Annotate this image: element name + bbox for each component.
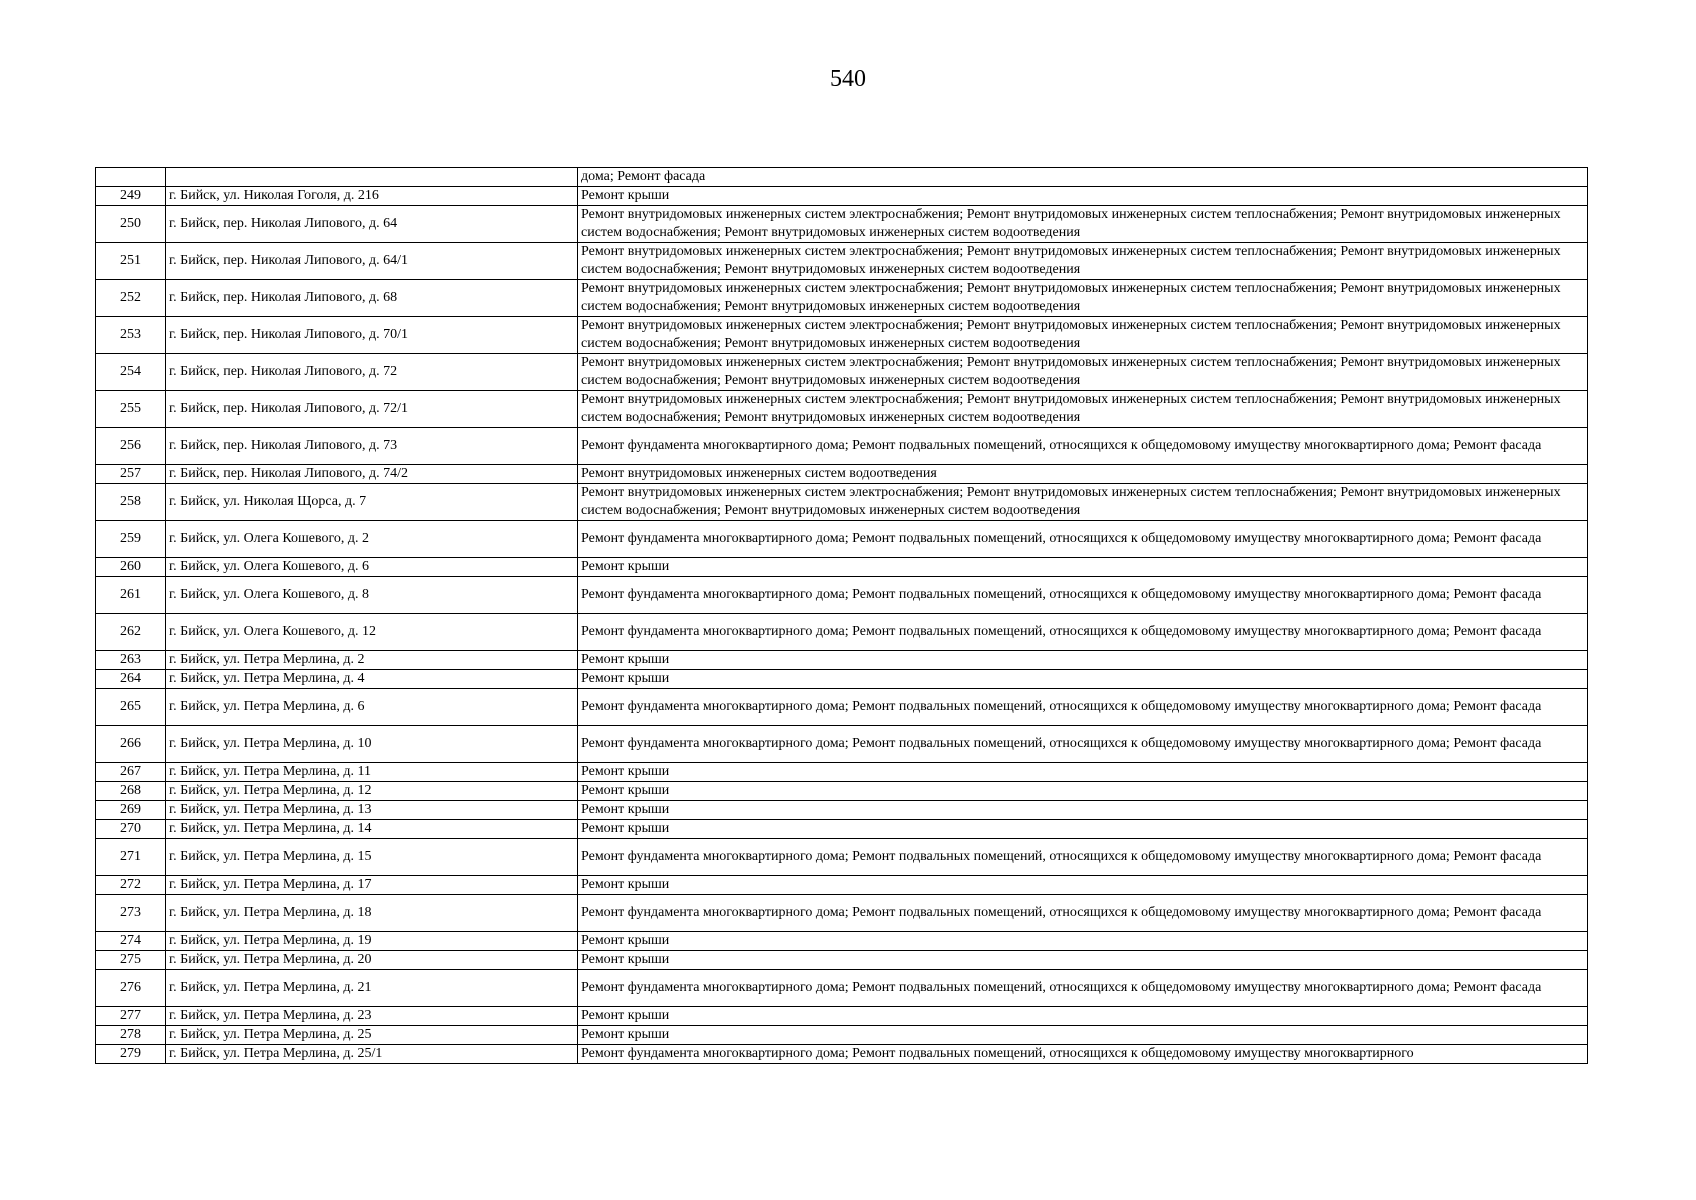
row-number: 269: [96, 801, 166, 820]
table-row: [96, 1026, 1588, 1045]
table-row: [96, 763, 1588, 782]
row-number: 267: [96, 763, 166, 782]
work-type-cell: Ремонт внутридомовых инженерных систем электроснабжения; Ремонт внутридомовых инженерных систем теплоснабжения; Ремонт внутридомовых инженерных систем водоснабжения; Ремонт внутридомовых инженерных систем водоотведения: [578, 391, 1588, 428]
table-row: [96, 820, 1588, 839]
table-row: [96, 801, 1588, 820]
row-number: 259: [96, 521, 166, 558]
work-type-cell: Ремонт крыши: [578, 932, 1588, 951]
work-type-cell: Ремонт внутридомовых инженерных систем электроснабжения; Ремонт внутридомовых инженерных систем теплоснабжения; Ремонт внутридомовых инженерных систем водоснабжения; Ремонт внутридомовых инженерных систем водоотведения: [578, 243, 1588, 280]
row-number: 266: [96, 726, 166, 763]
work-type-cell: Ремонт крыши: [578, 651, 1588, 670]
table-row: [96, 354, 1588, 391]
work-type-cell: дома; Ремонт фасада: [578, 168, 1588, 187]
work-type-cell: Ремонт крыши: [578, 801, 1588, 820]
table-row: [96, 970, 1588, 1007]
row-number: 274: [96, 932, 166, 951]
table-row: [96, 465, 1588, 484]
table-row: [96, 577, 1588, 614]
row-number: 255: [96, 391, 166, 428]
address-cell: г. Бийск, пер. Николая Липового, д. 73: [166, 428, 578, 465]
work-type-cell: Ремонт внутридомовых инженерных систем электроснабжения; Ремонт внутридомовых инженерных систем теплоснабжения; Ремонт внутридомовых инженерных систем водоснабжения; Ремонт внутридомовых инженерных систем водоотведения: [578, 317, 1588, 354]
work-type-cell: Ремонт фундамента многоквартирного дома; Ремонт подвальных помещений, относящихся к общедомовому имуществу многоквартирного: [578, 1045, 1588, 1064]
work-type-cell: Ремонт крыши: [578, 1007, 1588, 1026]
table-row: [96, 726, 1588, 763]
row-number: 263: [96, 651, 166, 670]
address-cell: г. Бийск, ул. Николая Щорса, д. 7: [166, 484, 578, 521]
table-row: [96, 187, 1588, 206]
row-number: 278: [96, 1026, 166, 1045]
row-number: 271: [96, 839, 166, 876]
table-row: [96, 876, 1588, 895]
work-type-cell: Ремонт фундамента многоквартирного дома; Ремонт подвальных помещений, относящихся к общедомовому имуществу многоквартирного дома; Ремонт фасада: [578, 428, 1588, 465]
address-cell: г. Бийск, ул. Петра Мерлина, д. 19: [166, 932, 578, 951]
address-cell: г. Бийск, ул. Петра Мерлина, д. 25: [166, 1026, 578, 1045]
address-cell: г. Бийск, ул. Петра Мерлина, д. 14: [166, 820, 578, 839]
work-type-cell: Ремонт фундамента многоквартирного дома; Ремонт подвальных помещений, относящихся к общедомовому имуществу многоквартирного дома; Ремонт фасада: [578, 521, 1588, 558]
page-number: 540: [830, 66, 866, 92]
work-type-cell: Ремонт фундамента многоквартирного дома; Ремонт подвальных помещений, относящихся к общедомовому имуществу многоквартирного дома; Ремонт фасада: [578, 726, 1588, 763]
work-type-cell: Ремонт фундамента многоквартирного дома; Ремонт подвальных помещений, относящихся к общедомовому имуществу многоквартирного дома; Ремонт фасада: [578, 614, 1588, 651]
work-type-cell: Ремонт фундамента многоквартирного дома; Ремонт подвальных помещений, относящихся к общедомовому имуществу многоквартирного дома; Ремонт фасада: [578, 839, 1588, 876]
address-cell: г. Бийск, ул. Петра Мерлина, д. 11: [166, 763, 578, 782]
table-row: [96, 317, 1588, 354]
address-cell: г. Бийск, ул. Петра Мерлина, д. 23: [166, 1007, 578, 1026]
address-cell: г. Бийск, ул. Петра Мерлина, д. 20: [166, 951, 578, 970]
address-cell: г. Бийск, пер. Николая Липового, д. 64: [166, 206, 578, 243]
work-type-cell: Ремонт фундамента многоквартирного дома; Ремонт подвальных помещений, относящихся к общедомовому имуществу многоквартирного дома; Ремонт фасада: [578, 895, 1588, 932]
row-number: 261: [96, 577, 166, 614]
work-type-cell: Ремонт крыши: [578, 876, 1588, 895]
table-row: [96, 670, 1588, 689]
table-row: [96, 168, 1588, 187]
table-row: [96, 558, 1588, 577]
address-cell: г. Бийск, ул. Петра Мерлина, д. 25/1: [166, 1045, 578, 1064]
row-number: 260: [96, 558, 166, 577]
table-row: [96, 243, 1588, 280]
table-row: [96, 951, 1588, 970]
work-type-cell: Ремонт крыши: [578, 670, 1588, 689]
table-row: [96, 428, 1588, 465]
table-row: [96, 484, 1588, 521]
address-cell: г. Бийск, ул. Петра Мерлина, д. 6: [166, 689, 578, 726]
address-cell: г. Бийск, ул. Петра Мерлина, д. 2: [166, 651, 578, 670]
address-cell: г. Бийск, пер. Николая Липового, д. 74/2: [166, 465, 578, 484]
address-cell: г. Бийск, ул. Николая Гоголя, д. 216: [166, 187, 578, 206]
table-body: [96, 168, 1588, 1064]
work-type-cell: Ремонт крыши: [578, 782, 1588, 801]
row-number: 249: [96, 187, 166, 206]
table-row: [96, 651, 1588, 670]
address-cell: г. Бийск, ул. Петра Мерлина, д. 10: [166, 726, 578, 763]
work-type-cell: Ремонт фундамента многоквартирного дома; Ремонт подвальных помещений, относящихся к общедомовому имуществу многоквартирного дома; Ремонт фасада: [578, 970, 1588, 1007]
address-cell: г. Бийск, пер. Николая Липового, д. 68: [166, 280, 578, 317]
table-row: [96, 280, 1588, 317]
address-cell: г. Бийск, пер. Николая Липового, д. 64/1: [166, 243, 578, 280]
table-row: [96, 932, 1588, 951]
row-number: 279: [96, 1045, 166, 1064]
address-cell: г. Бийск, пер. Николая Липового, д. 72/1: [166, 391, 578, 428]
table-row: [96, 839, 1588, 876]
work-type-cell: Ремонт внутридомовых инженерных систем электроснабжения; Ремонт внутридомовых инженерных систем теплоснабжения; Ремонт внутридомовых инженерных систем водоснабжения; Ремонт внутридомовых инженерных систем водоотведения: [578, 484, 1588, 521]
address-cell: г. Бийск, ул. Олега Кошевого, д. 8: [166, 577, 578, 614]
row-number: 250: [96, 206, 166, 243]
row-number: 268: [96, 782, 166, 801]
row-number: 276: [96, 970, 166, 1007]
row-number: 262: [96, 614, 166, 651]
address-cell: г. Бийск, ул. Петра Мерлина, д. 15: [166, 839, 578, 876]
row-number: 251: [96, 243, 166, 280]
row-number: 264: [96, 670, 166, 689]
row-number: 272: [96, 876, 166, 895]
row-number: 270: [96, 820, 166, 839]
work-type-cell: Ремонт внутридомовых инженерных систем электроснабжения; Ремонт внутридомовых инженерных систем теплоснабжения; Ремонт внутридомовых инженерных систем водоснабжения; Ремонт внутридомовых инженерных систем водоотведения: [578, 280, 1588, 317]
work-type-cell: Ремонт внутридомовых инженерных систем электроснабжения; Ремонт внутридомовых инженерных систем теплоснабжения; Ремонт внутридомовых инженерных систем водоснабжения; Ремонт внутридомовых инженерных систем водоотведения: [578, 206, 1588, 243]
table-row: [96, 782, 1588, 801]
work-type-cell: Ремонт крыши: [578, 951, 1588, 970]
table-row: [96, 391, 1588, 428]
row-number: 252: [96, 280, 166, 317]
address-cell: г. Бийск, пер. Николая Липового, д. 70/1: [166, 317, 578, 354]
address-cell: г. Бийск, ул. Петра Мерлина, д. 12: [166, 782, 578, 801]
address-cell: г. Бийск, ул. Петра Мерлина, д. 17: [166, 876, 578, 895]
address-cell: г. Бийск, ул. Петра Мерлина, д. 4: [166, 670, 578, 689]
work-type-cell: Ремонт фундамента многоквартирного дома; Ремонт подвальных помещений, относящихся к общедомовому имуществу многоквартирного дома; Ремонт фасада: [578, 689, 1588, 726]
table-row: [96, 1045, 1588, 1064]
address-cell: г. Бийск, ул. Олега Кошевого, д. 12: [166, 614, 578, 651]
row-number: 254: [96, 354, 166, 391]
row-number: 265: [96, 689, 166, 726]
address-cell: г. Бийск, ул. Петра Мерлина, д. 13: [166, 801, 578, 820]
row-number: 256: [96, 428, 166, 465]
address-cell: г. Бийск, пер. Николая Липового, д. 72: [166, 354, 578, 391]
table-row: [96, 1007, 1588, 1026]
table-row: [96, 521, 1588, 558]
repair-register-table: [95, 167, 1588, 1064]
work-type-cell: Ремонт фундамента многоквартирного дома; Ремонт подвальных помещений, относящихся к общедомовому имуществу многоквартирного дома; Ремонт фасада: [578, 577, 1588, 614]
work-type-cell: Ремонт внутридомовых инженерных систем электроснабжения; Ремонт внутридомовых инженерных систем теплоснабжения; Ремонт внутридомовых инженерных систем водоснабжения; Ремонт внутридомовых инженерных систем водоотведения: [578, 354, 1588, 391]
work-type-cell: Ремонт внутридомовых инженерных систем водоотведения: [578, 465, 1588, 484]
address-cell: г. Бийск, ул. Петра Мерлина, д. 18: [166, 895, 578, 932]
row-number: 275: [96, 951, 166, 970]
row-number: 273: [96, 895, 166, 932]
work-type-cell: Ремонт крыши: [578, 820, 1588, 839]
row-number: 253: [96, 317, 166, 354]
row-number: 257: [96, 465, 166, 484]
row-number: [96, 168, 166, 187]
work-type-cell: Ремонт крыши: [578, 763, 1588, 782]
address-cell: г. Бийск, ул. Олега Кошевого, д. 6: [166, 558, 578, 577]
table-row: [96, 614, 1588, 651]
row-number: 258: [96, 484, 166, 521]
address-cell: г. Бийск, ул. Олега Кошевого, д. 2: [166, 521, 578, 558]
table-row: [96, 895, 1588, 932]
table-row: [96, 206, 1588, 243]
work-type-cell: Ремонт крыши: [578, 187, 1588, 206]
work-type-cell: Ремонт крыши: [578, 558, 1588, 577]
row-number: 277: [96, 1007, 166, 1026]
work-type-cell: Ремонт крыши: [578, 1026, 1588, 1045]
address-cell: г. Бийск, ул. Петра Мерлина, д. 21: [166, 970, 578, 1007]
address-cell: [166, 168, 578, 187]
table-row: [96, 689, 1588, 726]
